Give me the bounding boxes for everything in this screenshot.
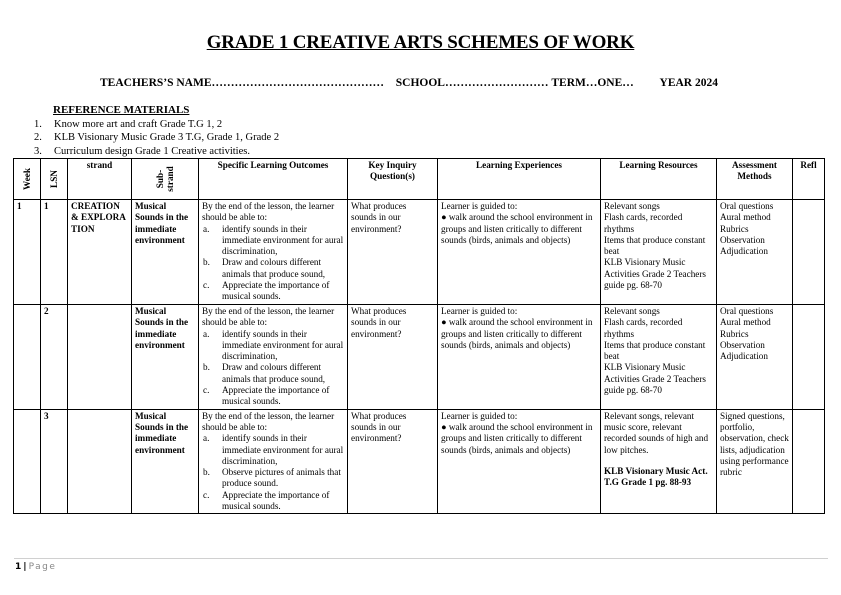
reference-materials-list	[0, 118, 279, 158]
outcome-text: Appreciate the importance of musical sounds.	[222, 489, 330, 512]
lsn-cell: 3	[41, 409, 68, 514]
experiences-cell	[438, 305, 601, 410]
outcome-marker: a.	[203, 328, 210, 339]
reference-text: Know more art and craft Grade T.G 1, 2	[54, 119, 223, 130]
outcome-text: identify sounds in their immediate environment for aural discrimination,	[222, 433, 344, 466]
resource-item: Items that produce constant beat	[604, 339, 706, 362]
header-inquiry: Key Inquiry Question(s)	[348, 159, 438, 200]
resource-item: KLB Visionary Music Activities Grade 2 Teachers guide pg. 68-70	[604, 257, 706, 291]
strand-cell	[68, 305, 132, 410]
resources-cell	[601, 200, 717, 305]
outcome-item	[202, 362, 344, 385]
week-cell	[14, 409, 41, 514]
school-field: SCHOOL………………………	[395, 77, 549, 89]
term-field: TERM…ONE…	[551, 77, 634, 89]
resources-cell	[601, 305, 717, 410]
week-cell	[14, 305, 41, 410]
outcomes-cell	[199, 409, 348, 514]
assessment-item: Signed questions, portfolio, observation, check lists, adjudication using performance rubric	[720, 410, 789, 478]
outcome-marker: b.	[203, 362, 210, 373]
outcome-item	[202, 224, 344, 258]
resource-item: Relevant songs	[604, 306, 660, 316]
resource-item: KLB Visionary Music Activities Grade 2 Teachers guide pg. 68-70	[604, 362, 706, 396]
experiences-intro: Learner is guided to:	[441, 410, 518, 421]
outcomes-list	[202, 329, 344, 408]
reflection-cell	[793, 200, 825, 305]
resource-item: Flash cards, recorded rhythms	[604, 317, 683, 339]
outcome-text: Appreciate the importance of musical sounds.	[222, 385, 330, 407]
assessment-item: Rubrics	[720, 328, 749, 339]
page-label: Page	[28, 562, 57, 572]
outcome-item	[202, 385, 344, 408]
assessment-item: Observation	[720, 234, 765, 245]
experiences-intro: Learner is guided to:	[441, 201, 518, 211]
strand-cell	[68, 409, 132, 514]
assessment-item: Rubrics	[720, 223, 749, 234]
reflection-cell	[793, 409, 825, 514]
inquiry-cell: What produces sounds in our environment?	[348, 305, 438, 410]
outcome-text: identify sounds in their immediate environment for aural discrimination,	[222, 328, 344, 362]
reference-item	[0, 118, 279, 131]
outcome-item	[202, 257, 344, 280]
outcome-marker: c.	[203, 385, 210, 396]
outcomes-list	[202, 224, 344, 303]
header-week-label: Week	[22, 168, 32, 190]
assessment-cell	[717, 200, 793, 305]
outcomes-intro: By the end of the lesson, the learner should be able to:	[202, 201, 335, 223]
lsn-cell: 2	[41, 305, 68, 410]
page-footer	[15, 562, 56, 572]
reference-number: 1.	[34, 119, 42, 130]
assessment-item: Aural method	[720, 317, 771, 328]
assessment-cell	[717, 305, 793, 410]
table-row	[14, 200, 825, 305]
footer-divider	[14, 558, 828, 559]
reference-text: Curriculum design Grade 1 Creative activities.	[54, 145, 250, 157]
experiences-text: ● walk around the school environment in groups and listen critically to different sounds (birds, animals and objects)	[441, 212, 593, 245]
footer-separator: |	[23, 562, 27, 572]
reference-item	[0, 131, 279, 144]
reference-number: 3.	[34, 145, 42, 157]
resource-item: Items that produce constant beat	[604, 234, 706, 257]
outcome-marker: a.	[203, 433, 210, 444]
outcomes-cell	[199, 200, 348, 305]
header-sub-strand	[132, 159, 199, 200]
assessment-item: Oral questions	[720, 201, 774, 211]
outcome-item	[202, 490, 344, 513]
sub-strand-cell: Musical Sounds in the immediate environment	[132, 409, 199, 514]
sub-strand-cell: Musical Sounds in the immediate environment	[132, 200, 199, 305]
experiences-text: ● walk around the school environment in groups and listen critically to different sounds (birds, animals and objects)	[441, 317, 593, 350]
reference-materials-heading: REFERENCE MATERIALS	[53, 104, 190, 116]
resource-item: Flash cards, recorded rhythms	[604, 212, 683, 234]
header-resources: Learning Resources	[601, 159, 717, 200]
resource-item: Relevant songs	[604, 201, 660, 211]
header-strand: strand	[68, 159, 132, 200]
reference-text: KLB Visionary Music Grade 3 T.G, Grade 1, Grade 2	[54, 132, 280, 144]
table-row	[14, 409, 825, 514]
week-cell: 1	[14, 200, 41, 305]
inquiry-cell: What produces sounds in our environment?	[348, 200, 438, 305]
table-row	[14, 305, 825, 410]
page-number: 1	[15, 562, 22, 572]
year-field: YEAR 2024	[659, 77, 718, 89]
experiences-cell	[438, 200, 601, 305]
outcome-marker: c.	[203, 489, 210, 500]
outcome-text: identify sounds in their immediate environment for aural discrimination,	[222, 223, 344, 257]
outcome-marker: b.	[203, 467, 210, 478]
table-header-row	[14, 159, 825, 200]
inquiry-cell: What produces sounds in our environment?	[348, 409, 438, 514]
outcome-marker: b.	[203, 257, 210, 268]
outcome-item	[202, 280, 344, 303]
outcomes-intro: By the end of the lesson, the learner should be able to:	[202, 306, 335, 328]
assessment-item: Adjudication	[720, 246, 768, 257]
header-sub-strand-label: Sub-strand	[155, 166, 175, 192]
assessment-item: Adjudication	[720, 351, 768, 362]
teacher-info-line	[100, 77, 718, 89]
outcome-marker: a.	[203, 223, 210, 234]
outcome-marker: c.	[203, 280, 210, 291]
schemes-of-work-table	[13, 158, 825, 514]
outcome-item	[202, 433, 344, 467]
outcome-text: Observe pictures of animals that produce sound.	[222, 467, 341, 489]
outcome-item	[202, 467, 344, 490]
assessment-item: Observation	[720, 339, 765, 350]
lsn-cell: 1	[41, 200, 68, 305]
header-outcomes: Specific Learning Outcomes	[199, 159, 348, 200]
outcome-text: Draw and colours different animals that produce sound,	[222, 257, 326, 279]
header-assessment: Assessment Methods	[717, 159, 793, 200]
outcomes-cell	[199, 305, 348, 410]
header-lsn-label: LSN	[49, 170, 59, 188]
reflection-cell	[793, 305, 825, 410]
reference-number: 2.	[34, 132, 42, 144]
reference-item	[0, 145, 279, 158]
header-experiences: Learning Experiences	[438, 159, 601, 200]
experiences-intro: Learner is guided to:	[441, 306, 518, 316]
outcomes-list	[202, 433, 344, 512]
header-lsn	[41, 159, 68, 200]
resources-cell	[601, 409, 717, 514]
assessment-item: Aural method	[720, 212, 771, 223]
resource-item: Relevant songs, relevant music score, relevant recorded sounds of high and low pitches.	[604, 410, 709, 455]
resource-book-reference: KLB Visionary Music Act. T.G Grade 1 pg. 88-93	[604, 465, 708, 488]
outcomes-intro: By the end of the lesson, the learner should be able to:	[202, 410, 335, 432]
document-title: GRADE 1 CREATIVE ARTS SCHEMES OF WORK	[206, 32, 635, 53]
experiences-cell	[438, 409, 601, 514]
outcome-text: Draw and colours different animals that produce sound,	[222, 362, 326, 384]
header-week	[14, 159, 41, 200]
strand-cell: CREATION & EXPLORATION	[68, 200, 132, 305]
assessment-item: Oral questions	[720, 306, 774, 316]
outcome-item	[202, 329, 344, 363]
outcome-text: Appreciate the importance of musical sounds.	[222, 280, 330, 302]
assessment-cell	[717, 409, 793, 514]
sub-strand-cell: Musical Sounds in the immediate environment	[132, 305, 199, 410]
teacher-name-field: TEACHERS’S NAME………………………………………	[100, 77, 385, 89]
experiences-text: ● walk around the school environment in groups and listen critically to different sounds (birds, animals and objects)	[441, 421, 593, 455]
header-reflection: Refl	[793, 159, 825, 200]
